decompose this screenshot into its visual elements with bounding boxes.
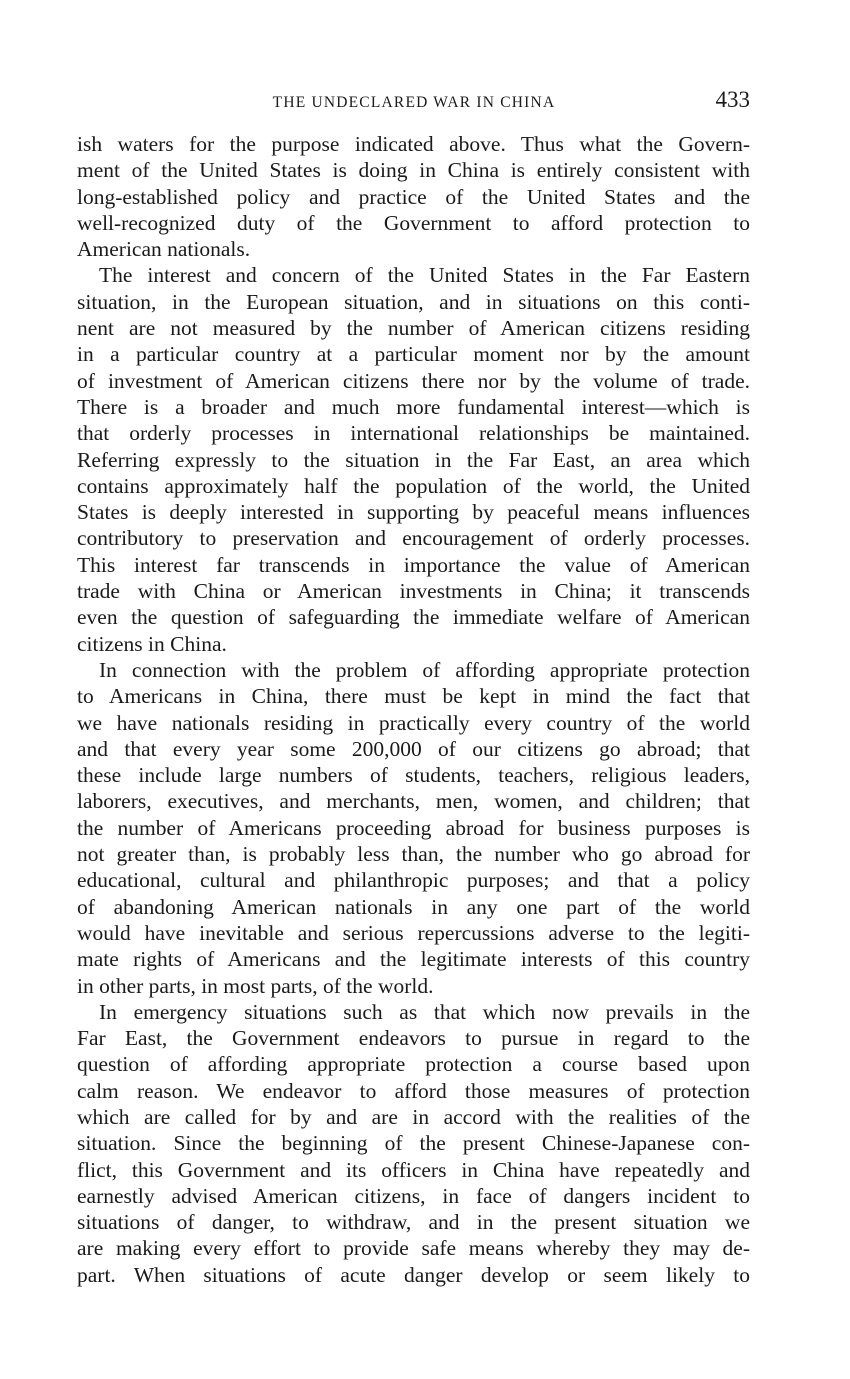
text-line: which are called for by and are in accord with the realities of the <box>77 1104 750 1129</box>
text-line: nent are not measured by the number of American citizens residing <box>77 316 750 341</box>
text-line: part. When situations of acute danger develop or seem likely to <box>77 1262 750 1287</box>
text-line: that orderly processes in international relationships be maintained. <box>77 421 750 446</box>
text-line: States is deeply interested in supporting by peaceful means influences <box>77 500 750 525</box>
text-line: The interest and concern of the United States in the Far Eastern <box>99 263 750 288</box>
text-line: contributory to preservation and encouragement of orderly processes. <box>77 526 750 551</box>
text-line: and that every year some 200,000 of our citizens go abroad; that <box>77 736 750 761</box>
text-line: situation. Since the beginning of the present Chinese-Japanese con- <box>77 1131 750 1156</box>
text-line: of investment of American citizens there nor by the volume of trade. <box>77 368 750 393</box>
text-line: There is a broader and much more fundamental interest—which is <box>77 394 750 419</box>
text-line: trade with China or American investments in China; it transcends <box>77 579 750 604</box>
text-line: the number of Americans proceeding abroad for business purposes is <box>77 815 750 840</box>
text-line: educational, cultural and philanthropic purposes; and that a policy <box>77 868 750 893</box>
text-line: ment of the United States is doing in China is entirely consistent with <box>77 158 750 183</box>
text-line: earnestly advised American citizens, in face of dangers incident to <box>77 1183 750 1208</box>
text-line: ish waters for the purpose indicated above. Thus what the Govern- <box>77 132 750 156</box>
text-line: to Americans in China, there must be kept in mind the fact that <box>77 684 750 709</box>
text-line: Referring expressly to the situation in the Far East, an area which <box>77 447 750 472</box>
body-text <box>77 131 750 1288</box>
text-line: well-recognized duty of the Government to afford protection to <box>77 210 750 235</box>
text-line: American nationals. <box>77 237 251 262</box>
text-line: situations of danger, to withdraw, and in the present situation we <box>77 1210 750 1235</box>
text-line: in other parts, in most parts, of the world. <box>77 973 434 998</box>
text-line: in a particular country at a particular moment nor by the amount <box>77 342 750 367</box>
paragraph <box>77 262 750 656</box>
text-line: of abandoning American nationals in any one part of the world <box>77 894 750 919</box>
text-line: question of affording appropriate protection a course based upon <box>77 1052 750 1077</box>
text-line: calm reason. We endeavor to afford those measures of protection <box>77 1078 750 1103</box>
text-line: even the question of safeguarding the immediate welfare of American <box>77 605 750 630</box>
text-line: not greater than, is probably less than, the number who go abroad for <box>77 842 750 867</box>
text-line: laborers, executives, and merchants, men, women, and children; that <box>77 789 750 814</box>
paragraph <box>77 657 750 999</box>
text-line: In emergency situations such as that which now prevails in the <box>99 999 750 1024</box>
page-number: 433 <box>715 87 750 112</box>
text-line: we have nationals residing in practically every country of the world <box>77 710 750 735</box>
text-line: would have inevitable and serious repercussions adverse to the legiti- <box>77 920 750 945</box>
text-line: flict, this Government and its officers in China have repeatedly and <box>77 1157 750 1182</box>
text-line: This interest far transcends in importance the value of American <box>77 552 750 577</box>
running-head <box>78 86 750 120</box>
text-line: situation, in the European situation, and in situations on this conti- <box>77 289 750 314</box>
text-line: citizens in China. <box>77 631 227 656</box>
text-line: In connection with the problem of affording appropriate protection <box>99 657 750 682</box>
text-line: Far East, the Government endeavors to pursue in regard to the <box>77 1026 750 1051</box>
paragraph <box>77 131 750 262</box>
text-line: long-established policy and practice of the United States and the <box>77 184 750 209</box>
text-line: these include large numbers of students, teachers, religious leaders, <box>77 763 750 788</box>
paragraph <box>77 999 750 1288</box>
text-line: mate rights of Americans and the legitimate interests of this country <box>77 947 750 972</box>
text-line: contains approximately half the population of the world, the United <box>77 473 750 498</box>
running-title: THE UNDECLARED WAR IN CHINA <box>272 94 556 111</box>
text-line: are making every effort to provide safe means whereby they may de- <box>77 1236 750 1261</box>
